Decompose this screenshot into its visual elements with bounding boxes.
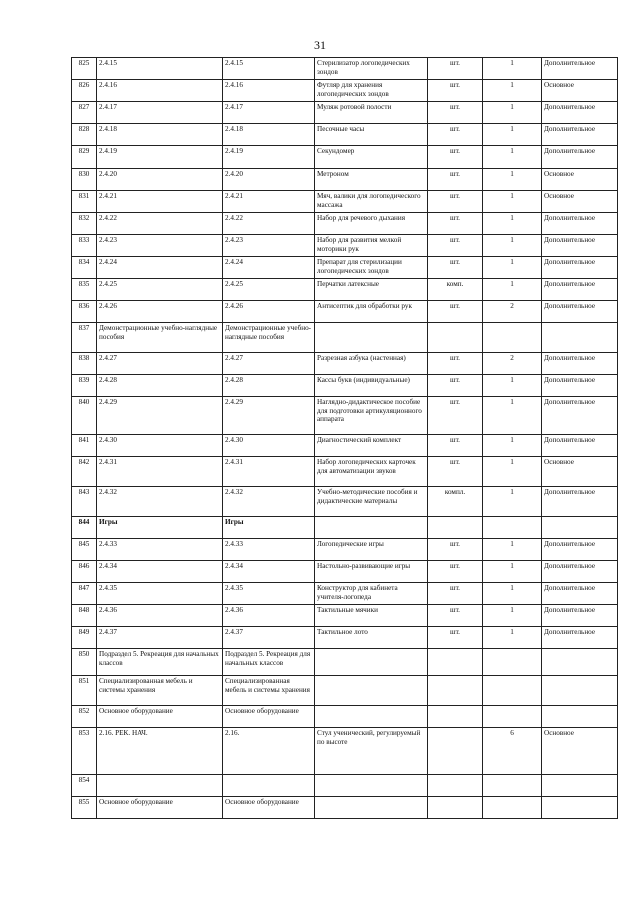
table-row xyxy=(72,561,618,583)
equipment-type-cell: Основное xyxy=(542,728,618,775)
item-name-cell xyxy=(315,323,428,353)
quantity-cell: 1 xyxy=(483,627,542,649)
unit-cell: шт. xyxy=(428,257,483,279)
unit-cell xyxy=(428,676,483,706)
row-number-cell: 854 xyxy=(72,775,97,797)
table-row xyxy=(72,301,618,323)
row-number-cell: 829 xyxy=(72,146,97,169)
unit-cell: шт. xyxy=(428,561,483,583)
quantity-cell xyxy=(483,775,542,797)
equipment-type-cell: Дополнительное xyxy=(542,257,618,279)
row-number-cell: 831 xyxy=(72,191,97,213)
item-name-cell: Мяч, валики для логопедического массажа xyxy=(315,191,428,213)
row-number-cell: 834 xyxy=(72,257,97,279)
code-cell: 2.4.15 xyxy=(97,58,223,80)
table-row xyxy=(72,58,618,80)
quantity-cell: 1 xyxy=(483,435,542,457)
table-row xyxy=(72,627,618,649)
item-name-cell: Настольно-развивающие игры xyxy=(315,561,428,583)
item-name-cell xyxy=(315,676,428,706)
row-number-cell: 853 xyxy=(72,728,97,775)
quantity-cell: 2 xyxy=(483,301,542,323)
quantity-cell: 1 xyxy=(483,169,542,191)
quantity-cell: 1 xyxy=(483,375,542,397)
item-name-cell: Конструктор для кабинета учителя-логопеда xyxy=(315,583,428,605)
code-alt-cell: 2.4.15 xyxy=(223,58,315,80)
code-cell: Демонстрационные учебно-наглядные пособия xyxy=(97,323,223,353)
code-alt-cell: 2.4.17 xyxy=(223,102,315,124)
quantity-cell: 1 xyxy=(483,279,542,301)
code-alt-cell: 2.4.16 xyxy=(223,80,315,102)
quantity-cell: 1 xyxy=(483,397,542,435)
table-row xyxy=(72,191,618,213)
code-alt-cell: Игры xyxy=(223,517,315,539)
equipment-type-cell: Дополнительное xyxy=(542,435,618,457)
quantity-cell: 1 xyxy=(483,457,542,487)
quantity-cell xyxy=(483,797,542,819)
equipment-type-cell: Дополнительное xyxy=(542,279,618,301)
unit-cell: шт. xyxy=(428,353,483,375)
unit-cell: шт. xyxy=(428,397,483,435)
equipment-type-cell: Дополнительное xyxy=(542,102,618,124)
code-alt-cell: 2.4.19 xyxy=(223,146,315,169)
item-name-cell: Тактильное лото xyxy=(315,627,428,649)
row-number-cell: 842 xyxy=(72,457,97,487)
row-number-cell: 840 xyxy=(72,397,97,435)
quantity-cell xyxy=(483,649,542,676)
code-cell: 2.4.26 xyxy=(97,301,223,323)
table-row xyxy=(72,797,618,819)
table-row xyxy=(72,124,618,146)
row-number-cell: 849 xyxy=(72,627,97,649)
item-name-cell: Учебно-методические пособия и дидактические материалы xyxy=(315,487,428,517)
unit-cell: шт. xyxy=(428,124,483,146)
item-name-cell: Набор для развития мелкой моторики рук xyxy=(315,235,428,257)
item-name-cell: Антисептик для обработки рук xyxy=(315,301,428,323)
unit-cell xyxy=(428,797,483,819)
unit-cell: шт. xyxy=(428,58,483,80)
row-number-cell: 847 xyxy=(72,583,97,605)
unit-cell: шт. xyxy=(428,375,483,397)
code-alt-cell: 2.4.27 xyxy=(223,353,315,375)
row-number-cell: 825 xyxy=(72,58,97,80)
table-row xyxy=(72,102,618,124)
table-row xyxy=(72,279,618,301)
equipment-type-cell: Дополнительное xyxy=(542,213,618,235)
row-number-cell: 833 xyxy=(72,235,97,257)
code-cell: 2.4.16 xyxy=(97,80,223,102)
item-name-cell xyxy=(315,649,428,676)
code-cell: 2.4.33 xyxy=(97,539,223,561)
code-alt-cell: 2.4.33 xyxy=(223,539,315,561)
table-row xyxy=(72,257,618,279)
table-row xyxy=(72,397,618,435)
item-name-cell: Диагностический комплект xyxy=(315,435,428,457)
row-number-cell: 835 xyxy=(72,279,97,301)
code-cell: Специализированная мебель и системы хранения xyxy=(97,676,223,706)
table-row xyxy=(72,169,618,191)
quantity-cell: 1 xyxy=(483,487,542,517)
code-cell: 2.4.20 xyxy=(97,169,223,191)
code-alt-cell: 2.4.30 xyxy=(223,435,315,457)
row-number-cell: 841 xyxy=(72,435,97,457)
code-alt-cell xyxy=(223,775,315,797)
code-cell: Игры xyxy=(97,517,223,539)
code-cell: 2.4.18 xyxy=(97,124,223,146)
item-name-cell: Песочные часы xyxy=(315,124,428,146)
code-alt-cell: 2.4.18 xyxy=(223,124,315,146)
unit-cell: шт. xyxy=(428,80,483,102)
code-alt-cell: Специализированная мебель и системы хранения xyxy=(223,676,315,706)
row-number-cell: 830 xyxy=(72,169,97,191)
equipment-type-cell xyxy=(542,706,618,728)
row-number-cell: 846 xyxy=(72,561,97,583)
equipment-type-cell: Дополнительное xyxy=(542,605,618,627)
row-number-cell: 832 xyxy=(72,213,97,235)
quantity-cell xyxy=(483,706,542,728)
code-cell: Основное оборудование xyxy=(97,797,223,819)
unit-cell: компл. xyxy=(428,487,483,517)
quantity-cell: 1 xyxy=(483,146,542,169)
equipment-table xyxy=(71,57,618,819)
equipment-type-cell: Дополнительное xyxy=(542,583,618,605)
equipment-type-cell xyxy=(542,797,618,819)
quantity-cell: 1 xyxy=(483,58,542,80)
table-row xyxy=(72,213,618,235)
equipment-type-cell xyxy=(542,649,618,676)
equipment-type-cell: Дополнительное xyxy=(542,353,618,375)
code-alt-cell: 2.4.35 xyxy=(223,583,315,605)
code-alt-cell: 2.4.20 xyxy=(223,169,315,191)
table-row xyxy=(72,375,618,397)
equipment-type-cell xyxy=(542,676,618,706)
equipment-type-cell xyxy=(542,775,618,797)
code-alt-cell: 2.16. xyxy=(223,728,315,775)
quantity-cell: 1 xyxy=(483,605,542,627)
quantity-cell: 1 xyxy=(483,102,542,124)
code-alt-cell: 2.4.28 xyxy=(223,375,315,397)
quantity-cell xyxy=(483,517,542,539)
item-name-cell: Тактильные мячики xyxy=(315,605,428,627)
unit-cell xyxy=(428,323,483,353)
item-name-cell: Набор логопедических карточек для автоматизации звуков xyxy=(315,457,428,487)
code-cell: Подраздел 5. Рекреация для начальных классов xyxy=(97,649,223,676)
unit-cell: шт. xyxy=(428,102,483,124)
code-cell: Основное оборудование xyxy=(97,706,223,728)
unit-cell: шт. xyxy=(428,301,483,323)
row-number-cell: 838 xyxy=(72,353,97,375)
quantity-cell xyxy=(483,323,542,353)
item-name-cell: Стул ученический, регулируемый по высоте xyxy=(315,728,428,775)
item-name-cell: Метроном xyxy=(315,169,428,191)
row-number-cell: 839 xyxy=(72,375,97,397)
code-cell: 2.16. РЕК. НАЧ. xyxy=(97,728,223,775)
table-row xyxy=(72,583,618,605)
item-name-cell: Препарат для стерилизации логопедических зондов xyxy=(315,257,428,279)
quantity-cell: 1 xyxy=(483,235,542,257)
quantity-cell: 1 xyxy=(483,539,542,561)
table-row xyxy=(72,323,618,353)
code-alt-cell: 2.4.34 xyxy=(223,561,315,583)
item-name-cell: Секундомер xyxy=(315,146,428,169)
quantity-cell: 1 xyxy=(483,213,542,235)
equipment-type-cell: Дополнительное xyxy=(542,561,618,583)
table-row xyxy=(72,146,618,169)
table-body xyxy=(72,58,618,819)
unit-cell xyxy=(428,706,483,728)
equipment-type-cell: Дополнительное xyxy=(542,627,618,649)
item-name-cell: Кассы букв (индивидуальные) xyxy=(315,375,428,397)
quantity-cell: 1 xyxy=(483,124,542,146)
row-number-cell: 855 xyxy=(72,797,97,819)
row-number-cell: 852 xyxy=(72,706,97,728)
table-row xyxy=(72,457,618,487)
unit-cell xyxy=(428,728,483,775)
quantity-cell: 1 xyxy=(483,80,542,102)
quantity-cell: 6 xyxy=(483,728,542,775)
code-cell: 2.4.34 xyxy=(97,561,223,583)
item-name-cell xyxy=(315,775,428,797)
table-row xyxy=(72,487,618,517)
code-cell: 2.4.24 xyxy=(97,257,223,279)
equipment-type-cell: Основное xyxy=(542,80,618,102)
table-row xyxy=(72,80,618,102)
table-row xyxy=(72,605,618,627)
equipment-type-cell: Дополнительное xyxy=(542,301,618,323)
quantity-cell: 2 xyxy=(483,353,542,375)
equipment-type-cell: Дополнительное xyxy=(542,397,618,435)
unit-cell: шт. xyxy=(428,235,483,257)
unit-cell: шт. xyxy=(428,583,483,605)
code-alt-cell: Основное оборудование xyxy=(223,706,315,728)
code-alt-cell: 2.4.22 xyxy=(223,213,315,235)
quantity-cell: 1 xyxy=(483,191,542,213)
equipment-type-cell: Основное xyxy=(542,457,618,487)
item-name-cell xyxy=(315,706,428,728)
code-cell: 2.4.31 xyxy=(97,457,223,487)
table-row xyxy=(72,353,618,375)
row-number-cell: 850 xyxy=(72,649,97,676)
unit-cell: шт. xyxy=(428,539,483,561)
table-row xyxy=(72,649,618,676)
code-cell xyxy=(97,775,223,797)
item-name-cell: Перчатки латексные xyxy=(315,279,428,301)
code-alt-cell: 2.4.32 xyxy=(223,487,315,517)
table-row xyxy=(72,517,618,539)
table-row xyxy=(72,775,618,797)
quantity-cell: 1 xyxy=(483,561,542,583)
quantity-cell xyxy=(483,676,542,706)
item-name-cell: Стерилизатор логопедических зондов xyxy=(315,58,428,80)
code-alt-cell: 2.4.23 xyxy=(223,235,315,257)
equipment-type-cell xyxy=(542,323,618,353)
table-row xyxy=(72,435,618,457)
row-number-cell: 837 xyxy=(72,323,97,353)
unit-cell: шт. xyxy=(428,435,483,457)
code-alt-cell: 2.4.25 xyxy=(223,279,315,301)
item-name-cell: Набор для речевого дыхания xyxy=(315,213,428,235)
code-alt-cell: Демонстрационные учебно-наглядные пособия xyxy=(223,323,315,353)
item-name-cell: Муляж ротовой полости xyxy=(315,102,428,124)
code-cell: 2.4.29 xyxy=(97,397,223,435)
item-name-cell: Логопедические игры xyxy=(315,539,428,561)
quantity-cell: 1 xyxy=(483,257,542,279)
code-alt-cell: Основное оборудование xyxy=(223,797,315,819)
item-name-cell: Футляр для хранения логопедических зондов xyxy=(315,80,428,102)
code-cell: 2.4.32 xyxy=(97,487,223,517)
code-cell: 2.4.23 xyxy=(97,235,223,257)
row-number-cell: 845 xyxy=(72,539,97,561)
unit-cell: шт. xyxy=(428,146,483,169)
row-number-cell: 826 xyxy=(72,80,97,102)
unit-cell: комп. xyxy=(428,279,483,301)
code-cell: 2.4.36 xyxy=(97,605,223,627)
item-name-cell xyxy=(315,797,428,819)
unit-cell: шт. xyxy=(428,213,483,235)
code-alt-cell: 2.4.26 xyxy=(223,301,315,323)
equipment-type-cell xyxy=(542,517,618,539)
code-alt-cell: 2.4.31 xyxy=(223,457,315,487)
unit-cell xyxy=(428,517,483,539)
item-name-cell: Разрезная азбука (настенная) xyxy=(315,353,428,375)
equipment-type-cell: Основное xyxy=(542,169,618,191)
item-name-cell xyxy=(315,517,428,539)
table-row xyxy=(72,235,618,257)
unit-cell: шт. xyxy=(428,605,483,627)
row-number-cell: 843 xyxy=(72,487,97,517)
code-cell: 2.4.25 xyxy=(97,279,223,301)
item-name-cell: Наглядно-дидактическое пособие для подготовки артикуляционного аппарата xyxy=(315,397,428,435)
code-cell: 2.4.22 xyxy=(97,213,223,235)
table-row xyxy=(72,728,618,775)
equipment-type-cell: Дополнительное xyxy=(542,539,618,561)
equipment-type-cell: Дополнительное xyxy=(542,124,618,146)
row-number-cell: 851 xyxy=(72,676,97,706)
unit-cell xyxy=(428,649,483,676)
code-cell: 2.4.28 xyxy=(97,375,223,397)
equipment-type-cell: Основное xyxy=(542,191,618,213)
row-number-cell: 828 xyxy=(72,124,97,146)
unit-cell xyxy=(428,775,483,797)
code-cell: 2.4.30 xyxy=(97,435,223,457)
code-cell: 2.4.27 xyxy=(97,353,223,375)
code-cell: 2.4.37 xyxy=(97,627,223,649)
quantity-cell: 1 xyxy=(483,583,542,605)
table-row xyxy=(72,539,618,561)
row-number-cell: 848 xyxy=(72,605,97,627)
equipment-type-cell: Дополнительное xyxy=(542,375,618,397)
row-number-cell: 844 xyxy=(72,517,97,539)
code-alt-cell: 2.4.21 xyxy=(223,191,315,213)
code-cell: 2.4.17 xyxy=(97,102,223,124)
code-cell: 2.4.35 xyxy=(97,583,223,605)
code-cell: 2.4.21 xyxy=(97,191,223,213)
equipment-type-cell: Дополнительное xyxy=(542,487,618,517)
table-row xyxy=(72,706,618,728)
unit-cell: шт. xyxy=(428,191,483,213)
row-number-cell: 836 xyxy=(72,301,97,323)
unit-cell: шт. xyxy=(428,457,483,487)
equipment-type-cell: Дополнительное xyxy=(542,235,618,257)
code-alt-cell: Подраздел 5. Рекреация для начальных классов xyxy=(223,649,315,676)
code-alt-cell: 2.4.36 xyxy=(223,605,315,627)
equipment-type-cell: Дополнительное xyxy=(542,58,618,80)
code-alt-cell: 2.4.24 xyxy=(223,257,315,279)
page-number: 31 xyxy=(314,38,326,52)
table-row xyxy=(72,676,618,706)
code-alt-cell: 2.4.29 xyxy=(223,397,315,435)
unit-cell: шт. xyxy=(428,169,483,191)
code-alt-cell: 2.4.37 xyxy=(223,627,315,649)
equipment-type-cell: Дополнительное xyxy=(542,146,618,169)
unit-cell: шт. xyxy=(428,627,483,649)
row-number-cell: 827 xyxy=(72,102,97,124)
code-cell: 2.4.19 xyxy=(97,146,223,169)
